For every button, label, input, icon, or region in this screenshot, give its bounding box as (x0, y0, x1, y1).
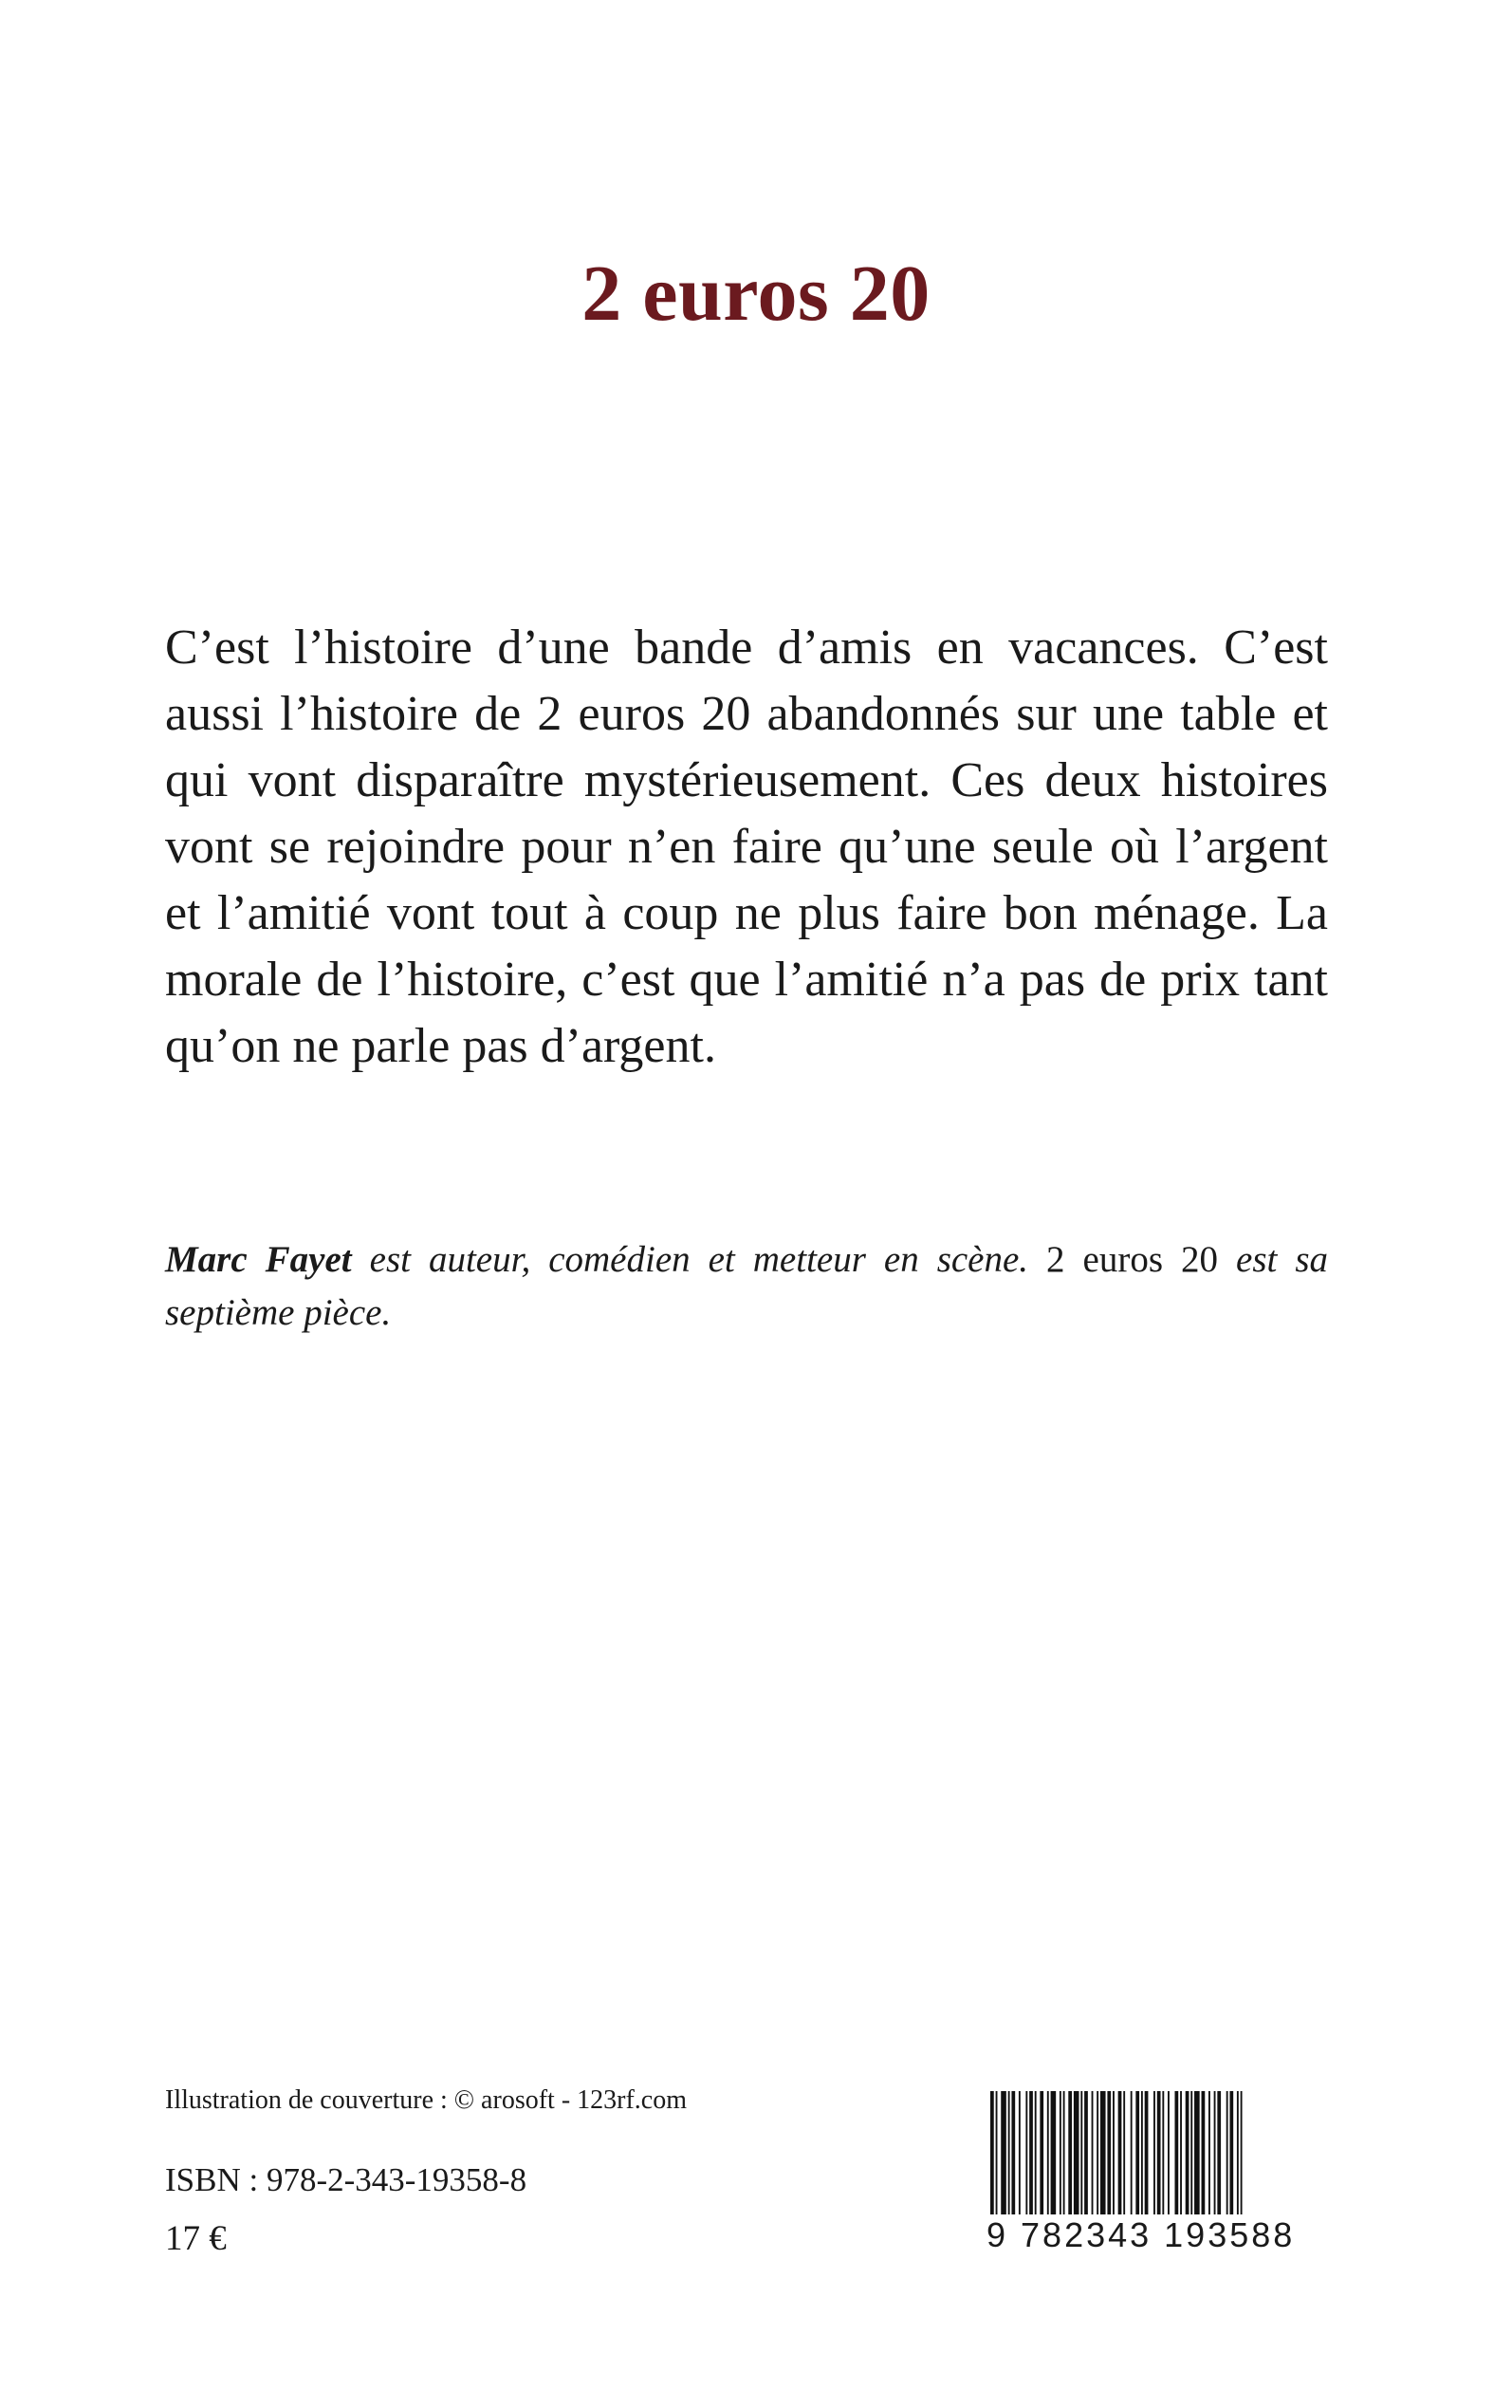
barcode-bar (1040, 2091, 1043, 2214)
barcode-bar (1068, 2091, 1072, 2214)
barcode-bar (1074, 2091, 1079, 2214)
barcode-bar (1035, 2091, 1037, 2214)
barcode-bar (1001, 2091, 1006, 2214)
author-name: Marc Fayet (165, 1239, 352, 1280)
barcode-bar (1202, 2091, 1206, 2214)
barcode-bar (1080, 2091, 1082, 2214)
barcode-bar (1025, 2091, 1027, 2214)
barcode-bar (1194, 2091, 1200, 2214)
isbn: ISBN : 978-2-343-19358-8 (165, 2161, 527, 2198)
barcode-bar (1008, 2091, 1010, 2214)
barcode-bars (986, 2091, 1328, 2214)
barcode-bar (1153, 2091, 1155, 2214)
barcode-digits: 9 782343 193588 (986, 2215, 1296, 2254)
author-bio (165, 1233, 1328, 1340)
barcode-bar (1060, 2091, 1061, 2214)
author-bio-text-1: est auteur, comédien et metteur en scène. (351, 1239, 1047, 1280)
barcode-bar (1011, 2091, 1015, 2214)
author-bio-text-2: est sa septième pièce. (165, 1239, 1329, 1333)
barcode-bar (1186, 2091, 1189, 2214)
barcode-bar (1084, 2091, 1088, 2214)
price: 17 € (165, 2219, 227, 2258)
barcode-bar (1118, 2091, 1122, 2214)
barcode-bar (1217, 2091, 1221, 2214)
barcode-bar (1214, 2091, 1216, 2214)
barcode-bar (1029, 2091, 1033, 2214)
barcode-bar (1107, 2091, 1111, 2214)
book-title: 2 euros 20 (581, 250, 931, 338)
barcode-bar (1237, 2091, 1239, 2214)
barcode-bar (1208, 2091, 1210, 2214)
barcode-bar (1131, 2091, 1133, 2214)
barcode-bar (1092, 2091, 1094, 2214)
barcode-bar (1226, 2091, 1228, 2214)
illustration-credit: Illustration de couverture : © arosoft - 123rf.com (165, 2085, 687, 2115)
barcode-bar (1168, 2091, 1170, 2214)
barcode-bar (1157, 2091, 1161, 2214)
barcode-bar (1190, 2091, 1192, 2214)
barcode-bar (1051, 2091, 1057, 2214)
barcode-bar (1180, 2091, 1182, 2214)
barcode-bar (1097, 2091, 1098, 2214)
barcode-bar (990, 2091, 994, 2214)
barcode-bar (1141, 2091, 1143, 2214)
barcode-bar (1135, 2091, 1139, 2214)
barcode-bar (1174, 2091, 1178, 2214)
barcode-bar (1241, 2091, 1243, 2214)
barcode-bar (1145, 2091, 1149, 2214)
barcode-bar (1100, 2091, 1106, 2214)
barcode-bar (996, 2091, 998, 2214)
barcode-bar (1162, 2091, 1164, 2214)
barcode-bar (1047, 2091, 1049, 2214)
barcode-bar (1063, 2091, 1065, 2214)
barcode-bar (1113, 2091, 1115, 2214)
barcode-bar (1123, 2091, 1125, 2214)
author-bio-title-ref: 2 euros 20 (1046, 1239, 1219, 1280)
barcode-bar (1019, 2091, 1021, 2214)
barcode-bar (1229, 2091, 1233, 2214)
book-blurb: C’est l’histoire d’une bande d’amis en vacances. C’est aussi l’histoire de 2 euros 20 abandonnés sur une table et qui vont disparaître mystérieusement. Ces deux histoires vont se rejoindre pour n’en faire qu’une seule où l’argent et l’amitié vont tout à coup ne plus faire bon ménage. La morale de l’histoire, c’est que l’amitié n’a pas de prix tant qu’on ne parle pas d’argent. (165, 621, 1328, 1073)
